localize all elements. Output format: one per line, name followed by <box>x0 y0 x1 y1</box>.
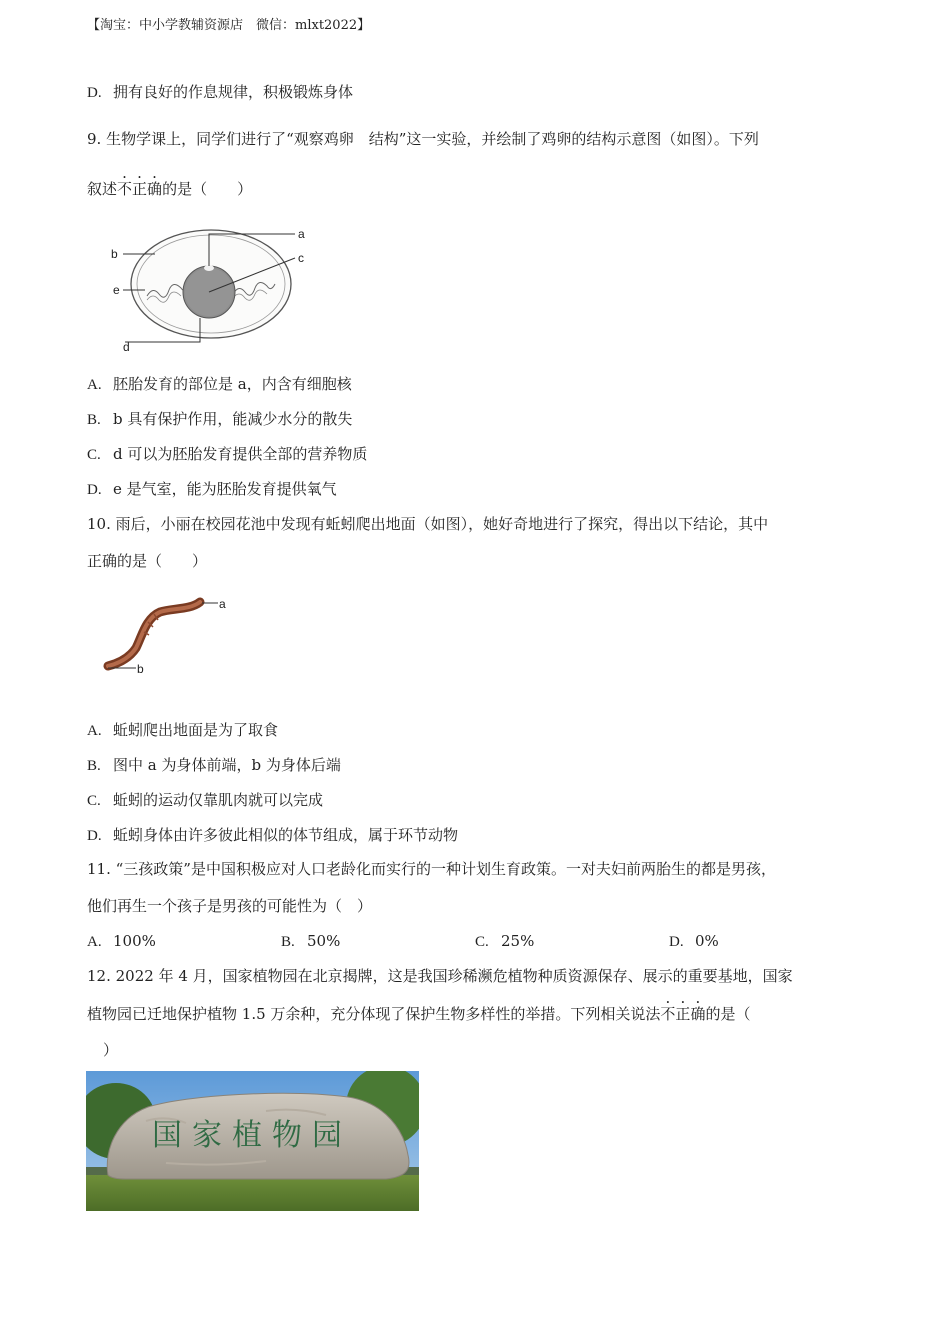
option-text: 拥有良好的作息规律，积极锻炼身体 <box>113 83 354 101</box>
q9-option-b <box>87 409 352 430</box>
label-a: a <box>298 227 305 241</box>
q11-option-d <box>669 931 719 952</box>
q10-stem-line2: 正确的是（ ） <box>87 552 208 570</box>
q10-option-d <box>87 825 458 846</box>
egg-structure-diagram <box>105 222 325 357</box>
page-header-watermark: 【淘宝：中小学教辅资源店 微信：mlxt2022】 <box>87 18 371 33</box>
option-text: d 可以为胚胎发育提供全部的营养物质 <box>113 445 368 463</box>
q9-option-d <box>87 479 337 500</box>
option-text: 蚯蚓爬出地面是为了取食 <box>113 721 279 739</box>
option-label: D. <box>87 85 102 101</box>
q10-option-b <box>87 755 341 776</box>
option-label: C. <box>87 793 101 809</box>
option-text: 0% <box>695 932 719 950</box>
option-text: 50% <box>307 932 341 950</box>
q11-option-b <box>281 931 340 952</box>
option-label: C. <box>87 447 101 463</box>
q11-options <box>87 931 867 951</box>
emphasis-char: 正 <box>675 1005 691 1023</box>
lawn <box>86 1175 419 1211</box>
option-label: D. <box>669 934 684 950</box>
option-text: 蚯蚓身体由许多彼此相似的体节组成，属于环节动物 <box>113 826 459 844</box>
option-text: 图中 a 为身体前端，b 为身体后端 <box>113 756 341 774</box>
option-label: A. <box>87 377 102 393</box>
option-label: B. <box>87 412 101 428</box>
emphasis-char: 不 <box>660 1005 676 1023</box>
emphasis-char: 正 <box>132 180 148 198</box>
earthworm-figure <box>102 588 242 683</box>
label-d: d <box>123 340 130 354</box>
label-b: b <box>137 662 144 676</box>
option-text: 胚胎发育的部位是 a，内含有细胞核 <box>113 375 352 393</box>
option-label: D. <box>87 828 102 844</box>
option-label: A. <box>87 934 102 950</box>
q9-stem-line2 <box>87 179 252 199</box>
label-a: a <box>219 597 226 611</box>
option-text: 蚯蚓的运动仅靠肌肉就可以完成 <box>113 791 324 809</box>
q12-stem-line3: ） <box>103 1041 119 1059</box>
q10-option-a <box>87 720 278 741</box>
option-label: A. <box>87 723 102 739</box>
option-label: D. <box>87 482 102 498</box>
q10-option-c <box>87 790 323 811</box>
q9-stem-text: 叙述 <box>87 180 118 198</box>
earthworm-body <box>108 602 200 666</box>
q9-stem-line1: 9. 生物学课上，同学们进行了“观察鸡卵 结构”这一实验，并绘制了鸡卵的结构示意图（如图）。下列 <box>87 130 759 148</box>
label-e: e <box>113 283 120 297</box>
option-text: 25% <box>501 932 535 950</box>
national-botanical-garden-photo <box>86 1071 419 1211</box>
option-text: e 是气室，能为胚胎发育提供氧气 <box>113 480 337 498</box>
q10-stem-line1: 10. 雨后，小丽在校园花池中发现有蚯蚓爬出地面（如图），她好奇地进行了探究，得出以下结论，其中 <box>87 515 769 533</box>
label-b: b <box>111 247 118 261</box>
emphasis-char: 确 <box>690 1005 706 1023</box>
q11-option-a <box>87 931 156 952</box>
option-label: B. <box>87 758 101 774</box>
q9-option-c <box>87 444 367 465</box>
prev-option-d <box>87 82 353 103</box>
q9-option-a <box>87 374 352 395</box>
q11-stem-line1: 11. “三孩政策”是中国积极应对人口老龄化而实行的一种计划生育政策。一对夫妇前两胎生的都是男孩， <box>87 860 776 878</box>
q12-stem-text: 植物园已迁地保护植物 1.5 万余种，充分体现了保护生物多样性的举措。下列相关说法 <box>87 1005 661 1023</box>
q12-stem-text: 的是（ <box>705 1005 751 1023</box>
q11-stem-line2: 他们再生一个孩子是男孩的可能性为（ ） <box>87 897 373 915</box>
emphasis-char: 确 <box>147 180 163 198</box>
option-label: C. <box>475 934 489 950</box>
stone-inscription: 国家植物园 <box>152 1118 352 1153</box>
q12-stem-line1: 12. 2022 年 4 月，国家植物园在北京揭牌，这是我国珍稀濒危植物种质资源保存、展示的重要基地，国家 <box>87 967 793 985</box>
label-c: c <box>298 251 304 265</box>
q11-option-c <box>475 931 534 952</box>
option-label: B. <box>281 934 295 950</box>
option-text: b 具有保护作用，能减少水分的散失 <box>113 410 353 428</box>
emphasis-char: 不 <box>117 180 133 198</box>
option-text: 100% <box>113 932 156 950</box>
q9-stem-text: 的是（ ） <box>162 180 253 198</box>
q12-stem-line2 <box>87 1004 750 1024</box>
